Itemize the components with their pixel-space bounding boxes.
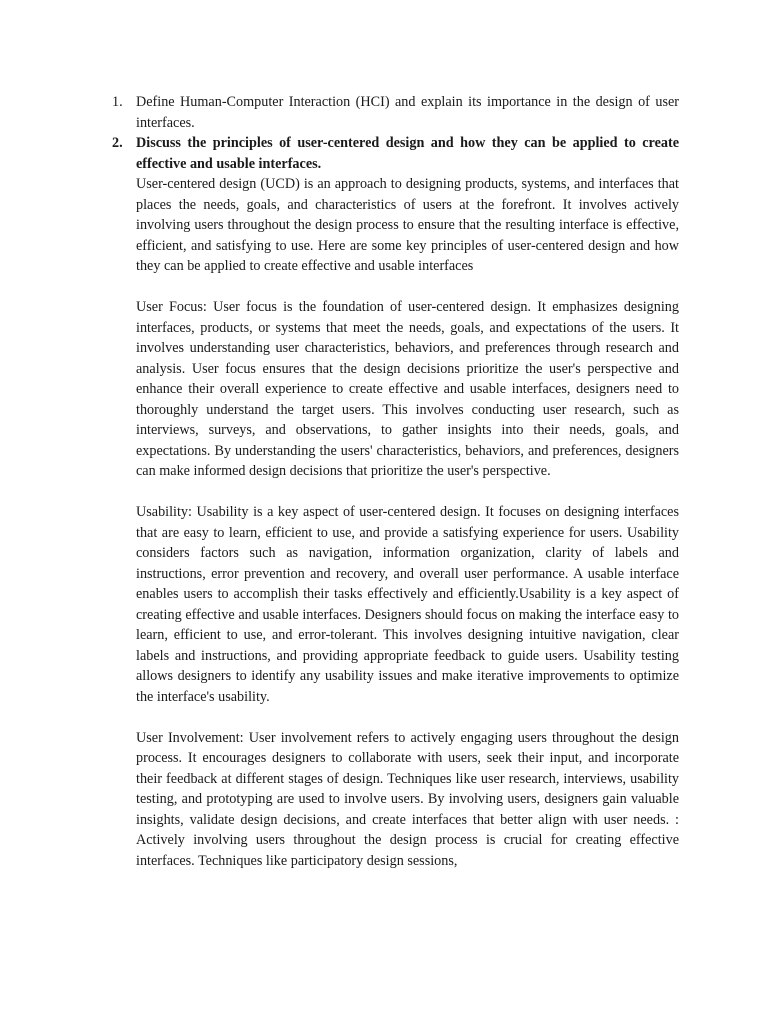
question-2-text: Discuss the principles of user-centered design and how they can be applied to create effective and usable interfaces. [136,135,679,172]
question-2 [108,133,679,174]
usability-paragraph: Usability: Usability is a key aspect of user-centered design. It focuses on designing interfaces that are easy to learn, efficient to use, and provide a satisfying experience for users. Usability considers factors such as navigation, information organization, clarity of labels and instructions, error prevention and recovery, and overall user performance. A usable interface enables users to accomplish their tasks effectively and efficiently.Usability is a key aspect of creating effective and usable interfaces. Designers should focus on making the interface easy to learn, efficient to use, and error-tolerant. This involves designing intuitive navigation, clear labels and instructions, and providing appropriate feedback to guide users. Usability testing allows designers to identify any usability issues and make iterative improvements to optimize the interface's usability. [136,504,679,705]
question-1 [108,92,679,133]
user-focus-paragraph: User Focus: User focus is the foundation of user-centered design. It emphasizes designing interfaces, products, or systems that meet the needs, goals, and expectations of the users. It involves understanding user characteristics, behaviors, and preferences through research and analysis. User focus ensures that the design decisions prioritize the user's perspective and enhance their overall experience to create effective and usable interfaces, designers need to thoroughly understand the target users. This involves conducting user research, such as interviews, surveys, and observations, to gather insights into their needs, goals, and expectations. By understanding the users' characteristics, behaviors, and preferences, designers can make informed design decisions that prioritize the user's perspective. [136,299,679,479]
question-1-number: 1. [112,94,123,110]
user-involvement-paragraph: User Involvement: User involvement refers to actively engaging users throughout the design process. It encourages designers to collaborate with users, seek their input, and incorporate their feedback at different stages of design. Techniques like user research, interviews, usability testing, and prototyping are used to involve users. By involving users, designers gain valuable insights, validate design decisions, and create interfaces that better align with user needs. : Actively involving users throughout the design process is crucial for creating effective interfaces. Techniques like participatory design sessions, [136,729,679,869]
question-2-number: 2. [112,135,123,151]
document-body [108,92,679,871]
question-1-text: Define Human-Computer Interaction (HCI) and explain its importance in the design of user interfaces. [136,94,679,131]
answer-intro-paragraph: User-centered design (UCD) is an approach to designing products, systems, and interfaces that places the needs, goals, and characteristics of users at the forefront. It involves actively involving users throughout the design process to ensure that the resulting interface is effective, efficient, and satisfying to use. Here are some key principles of user-centered design and how they can be applied to create effective and usable interfaces [136,176,679,274]
